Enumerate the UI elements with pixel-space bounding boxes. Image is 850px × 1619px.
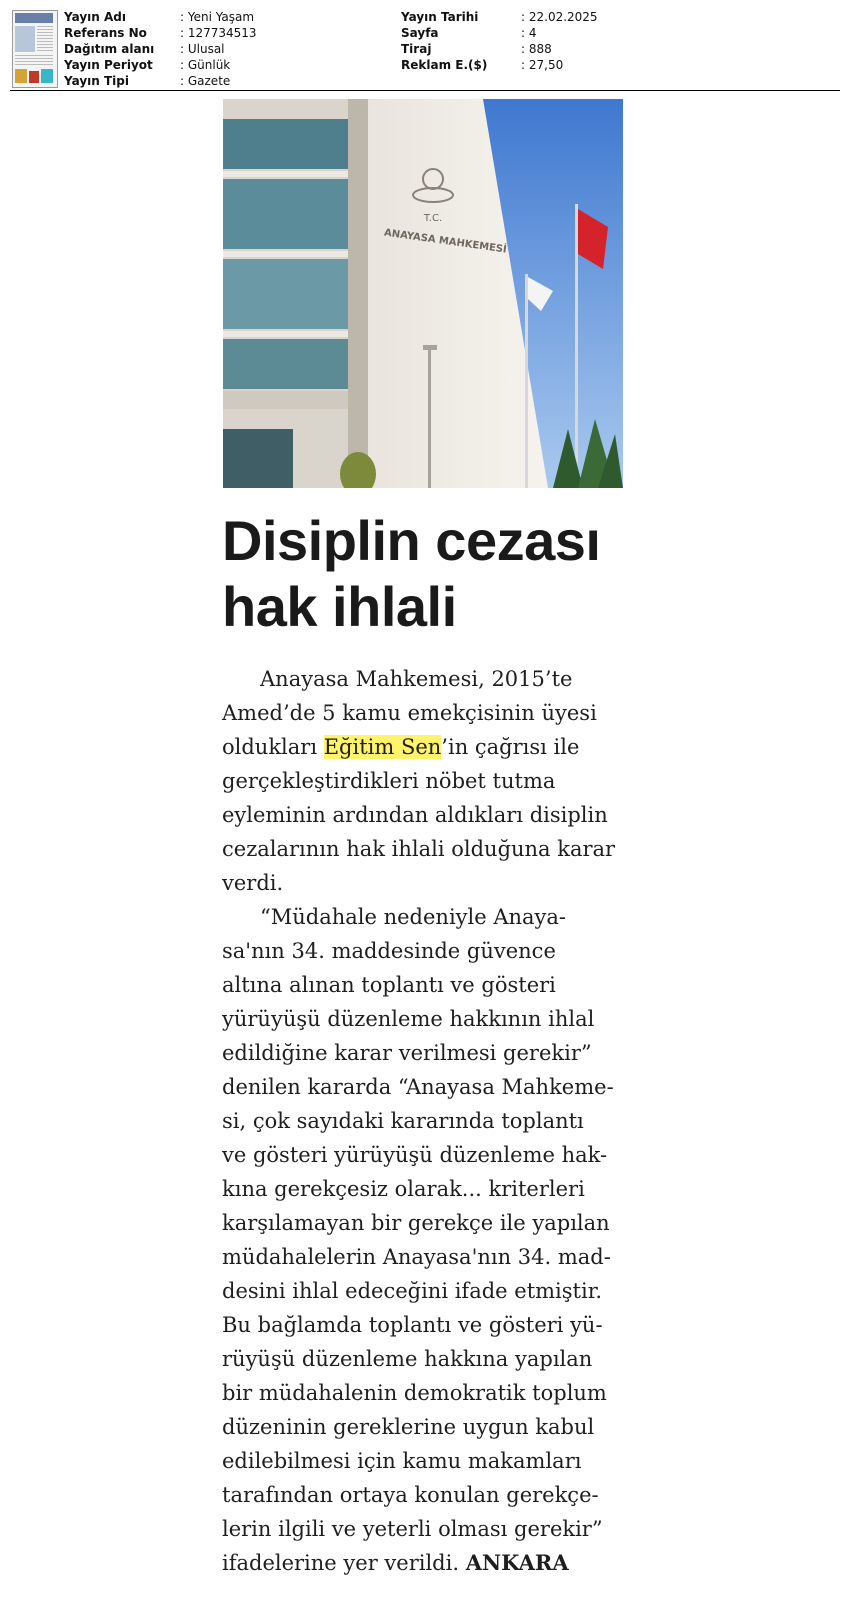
meta-row-circulation: Tiraj : 888 [401, 42, 552, 56]
body-line: eyleminin ardından aldıkları disiplin [222, 803, 608, 827]
article-photo-constitutional-court [223, 99, 623, 488]
body-line: edilebilmesi için kamu makamları [222, 1449, 582, 1473]
body-line: si, çok sayıdaki kararında toplantı [222, 1109, 584, 1133]
sign-court-name: ANAYASA MAHKEMESİ [383, 227, 508, 256]
body-line: cezalarının hak ihlali olduğuna karar [222, 837, 616, 861]
headline-line-2: hak ihlali [222, 575, 457, 638]
meta-row-reference-no: Referans No : 127734513 [64, 26, 257, 40]
clipping-header [0, 0, 850, 92]
body-line: Anayasa Mahkemesi, 2015’te [260, 667, 573, 691]
body-text: ifadelerine yer verildi. [222, 1551, 466, 1575]
body-text: oldukları [222, 735, 324, 759]
body-line: Amed’de 5 kamu emekçisinin üyesi [222, 701, 597, 725]
body-line: sa'nın 34. maddesinde güvence [222, 939, 556, 963]
headline-line-1: Disiplin cezası [222, 509, 601, 572]
body-line: gerçekleştirdikleri nöbet tutma [222, 769, 556, 793]
body-line: “Müdahale nedeniyle Anaya- [260, 905, 567, 929]
body-line: desini ihlal edeceğini ifade etmiştir. [222, 1279, 603, 1303]
article-body [222, 662, 622, 1580]
meta-row-publication-name: Yayın Adı : Yeni Yaşam [64, 10, 255, 24]
body-line: denilen kararda “Anayasa Mahkeme- [222, 1075, 614, 1099]
body-line: müdahalelerin Anayasa'nın 34. mad- [222, 1245, 611, 1269]
body-line: bir müdahalenin demokratik toplum [222, 1381, 607, 1405]
body-line: lerin ilgili ve yeterli olması gerekir” [222, 1517, 603, 1541]
body-line-final [222, 1546, 622, 1580]
meta-row-ad-value: Reklam E.($) : 27,50 [401, 58, 564, 72]
body-line-with-highlight [222, 730, 622, 764]
meta-row-page: Sayfa : 4 [401, 26, 537, 40]
publication-meta-right [401, 9, 598, 73]
body-line: yürüyüşü düzenleme hakkının ihlal [222, 1007, 595, 1031]
body-line: tarafından ortaya konulan gerekçe- [222, 1483, 599, 1507]
body-text: ’in çağrısı ile [441, 735, 580, 759]
meta-row-period: Yayın Periyot : Günlük [64, 58, 231, 72]
article-headline [222, 508, 622, 640]
page-thumbnail[interactable] [12, 10, 58, 88]
body-line: ve gösteri yürüyüşü düzenleme hak- [222, 1143, 608, 1167]
meta-row-date: Yayın Tarihi : 22.02.2025 [401, 10, 598, 24]
body-line: düzeninin gereklerine uygun kabul [222, 1415, 595, 1439]
body-line: rüyüşü düzenleme hakkına yapılan [222, 1347, 593, 1371]
body-line: karşılamayan bir gerekçe ile yapılan [222, 1211, 610, 1235]
publication-meta-left [64, 9, 257, 89]
header-divider [10, 90, 840, 91]
meta-row-type: Yayın Tipi : Gazete [64, 74, 231, 88]
body-line: verdi. [222, 871, 284, 895]
body-line: kına gerekçesiz olarak... kriterleri [222, 1177, 585, 1201]
sign-tc: T.C. [423, 213, 443, 224]
highlighted-keyword: Eğitim Sen [323, 735, 442, 759]
body-line: Bu bağlamda toplantı ve gösteri yü- [222, 1313, 603, 1337]
dateline-city: ANKARA [465, 1550, 569, 1575]
body-line: edildiğine karar verilmesi gerekir” [222, 1041, 592, 1065]
meta-row-distribution: Dağıtım alanı : Ulusal [64, 42, 225, 56]
body-line: altına alınan toplantı ve gösteri [222, 973, 556, 997]
